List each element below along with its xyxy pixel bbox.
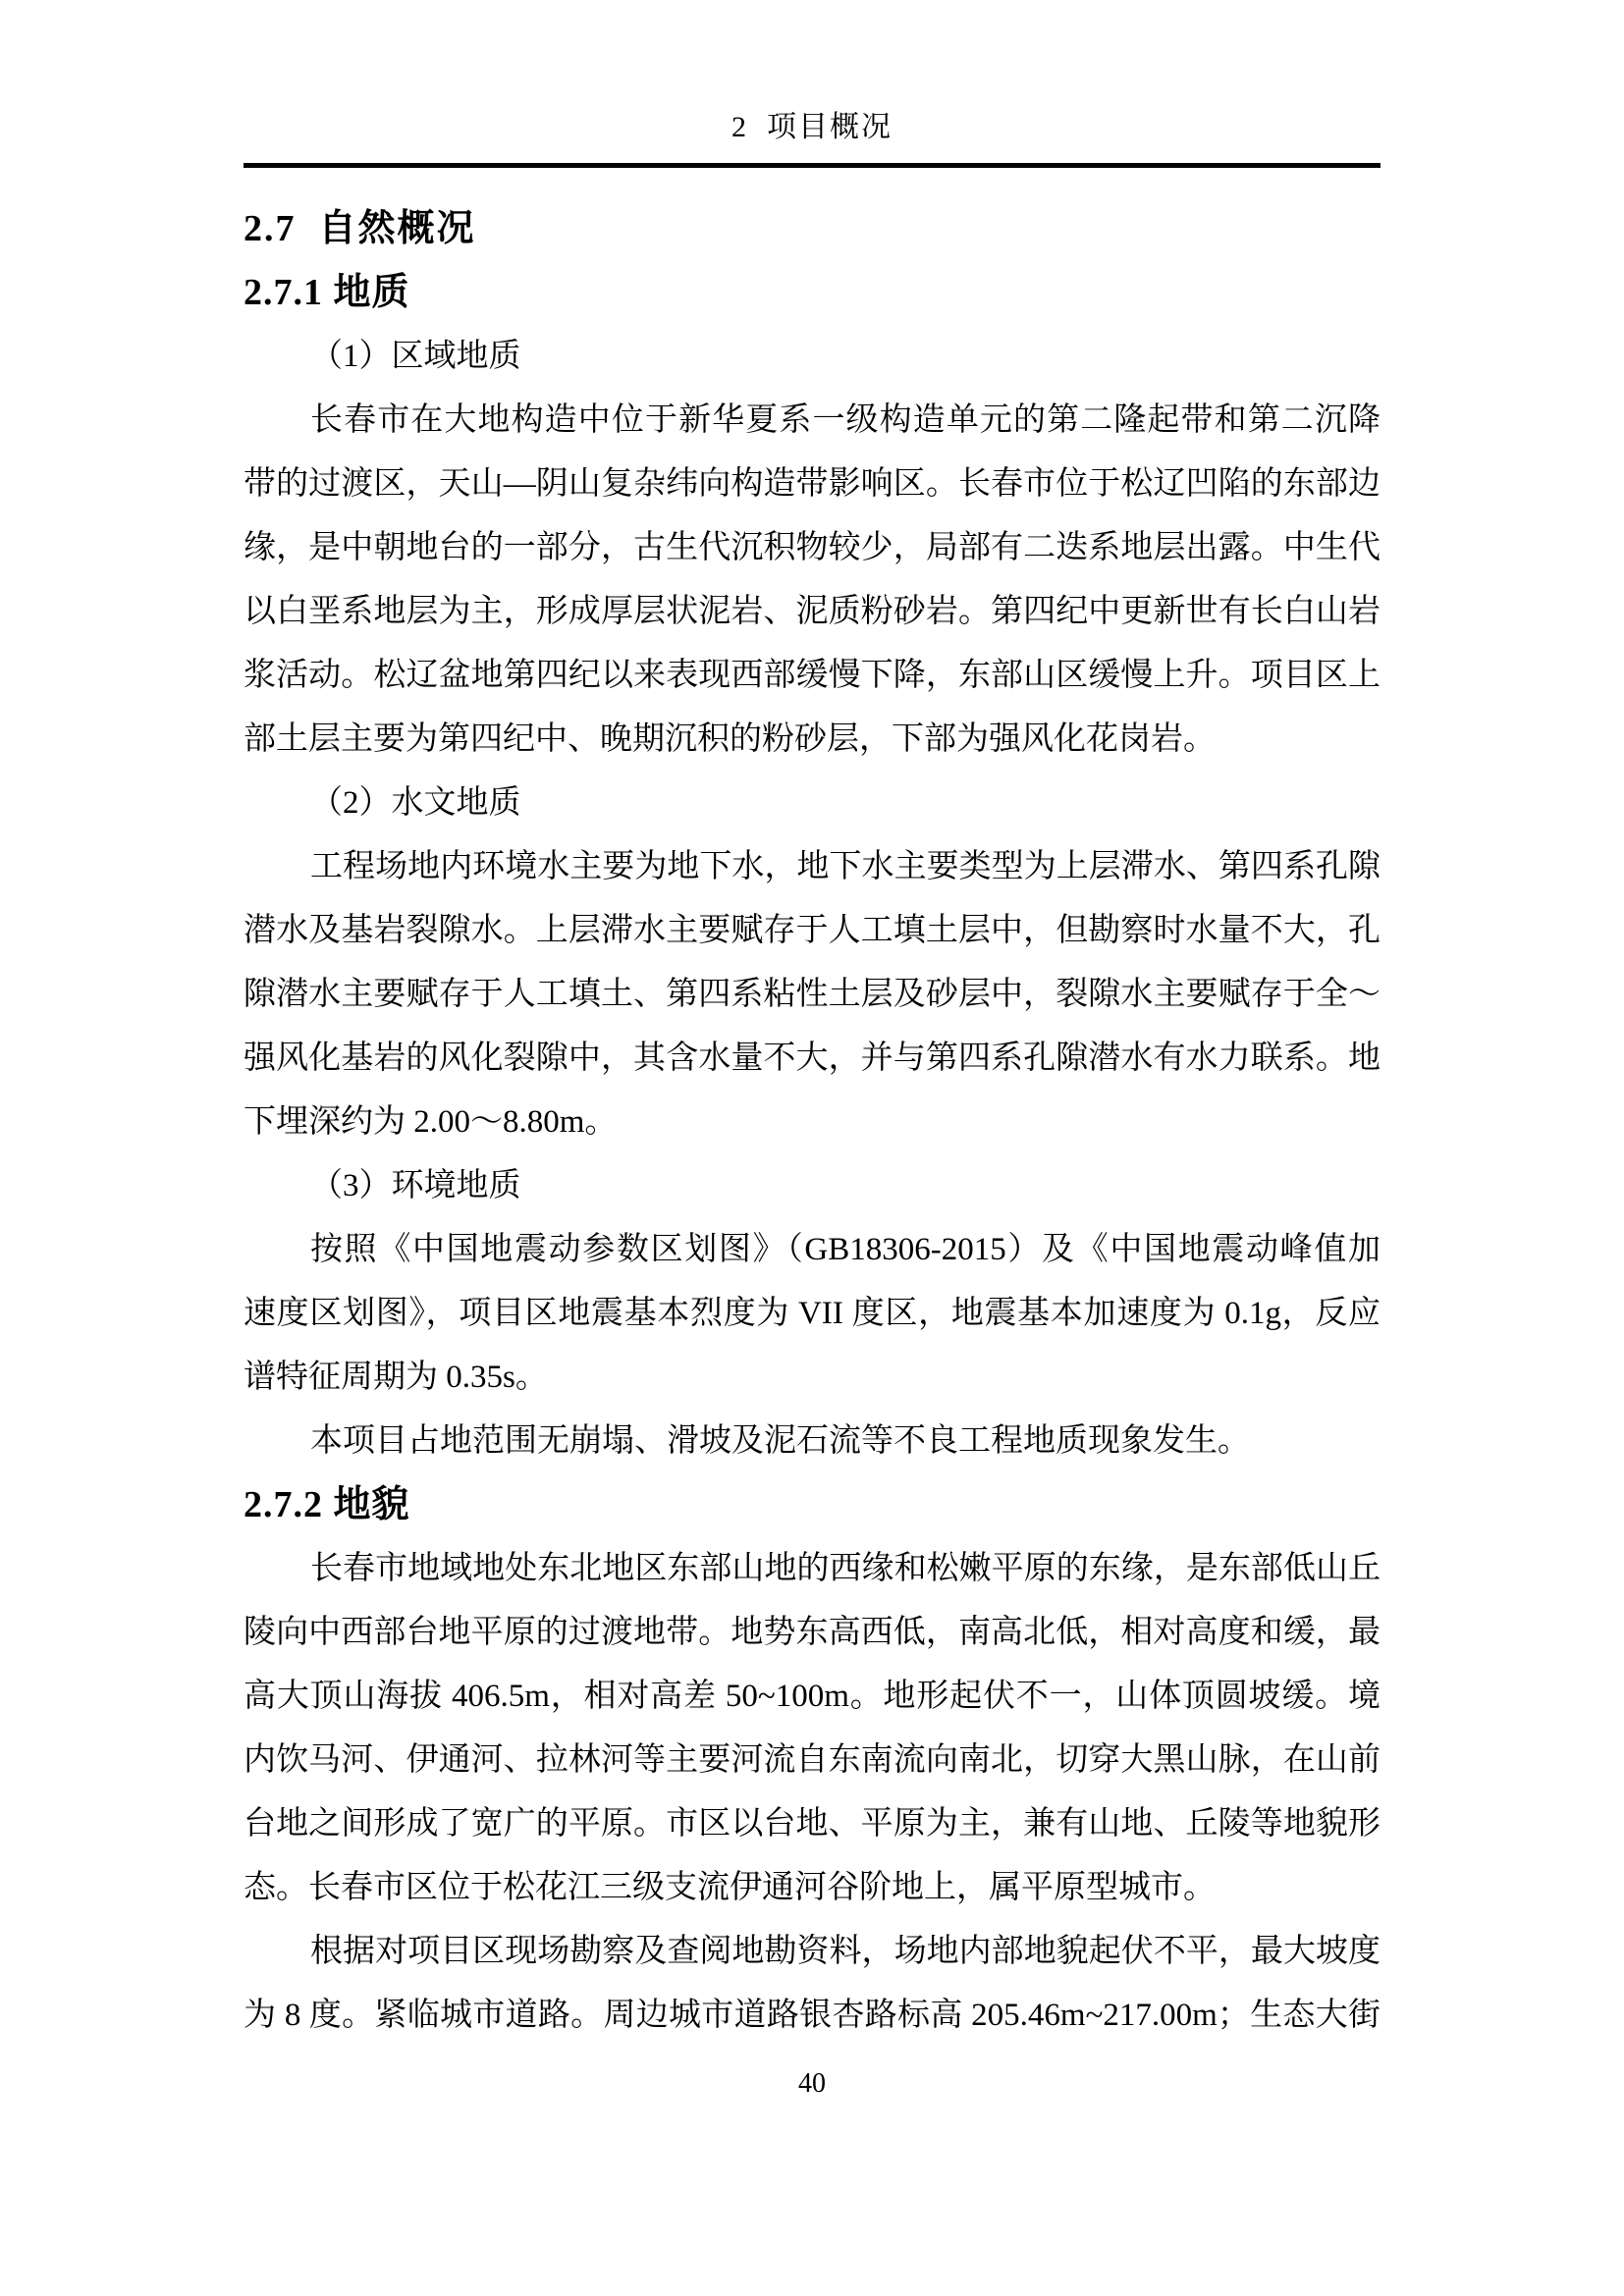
header-rule [244,163,1380,168]
paragraph-line: 部土层主要为第四纪中、晚期沉积的粉砂层，下部为强风化花岗岩。 [244,721,1216,757]
paragraph-line: 台地之间形成了宽广的平原。市区以台地、平原为主，兼有山地、丘陵等地貌形 [244,1806,1380,1842]
paragraph-line: 为 8 度。紧临城市道路。周边城市道路银杏路标高 205.46m~217.00m；生态大街 [244,1998,1380,2033]
paragraph-line: 长春市在大地构造中位于新华夏系一级构造单元的第二隆起带和第二沉降 [310,402,1380,438]
paragraph-line: 根据对项目区现场勘察及查阅地勘资料，场地内部地貌起伏不平，最大坡度 [310,1934,1380,1969]
paragraph-line: 谱特征周期为 0.35s。 [244,1360,548,1395]
paragraph-line: 隙潜水主要赋存于人工填土、第四系粘性土层及砂层中，裂隙水主要赋存于全～ [244,977,1380,1012]
paragraph-line: 按照《中国地震动参数区划图》（GB18306-2015）及《中国地震动峰值加 [310,1232,1380,1267]
paragraph-line: 陵向中西部台地平原的过渡地带。地势东高西低，南高北低，相对高度和缓，最 [244,1615,1380,1650]
paragraph-line: 浆活动。松辽盆地第四纪以来表现西部缓慢下降，东部山区缓慢上升。项目区上 [244,658,1380,693]
paragraph-line: 态。长春市区位于松花江三级支流伊通河谷阶地上，属平原型城市。 [244,1870,1216,1905]
paragraph-line: 本项目占地范围无崩塌、滑坡及泥石流等不良工程地质现象发生。 [310,1423,1250,1459]
paragraph-line: 内饮马河、伊通河、拉林河等主要河流自东南流向南北，切穿大黑山脉，在山前 [244,1742,1380,1778]
item-label-environmental-geology: （3）环境地质 [310,1168,521,1203]
paragraph-line: 缘，是中朝地台的一部分，古生代沉积物较少，局部有二迭系地层出露。中生代 [244,530,1380,565]
section-heading-2-7: 2.7 自然概况 [244,208,476,249]
item-label-hydrogeology: （2）水文地质 [310,785,521,821]
item-label-regional-geology: （1）区域地质 [310,339,521,374]
paragraph-line: 潜水及基岩裂隙水。上层滞水主要赋存于人工填土层中，但勘察时水量不大，孔 [244,913,1380,948]
page-number: 40 [798,2068,826,2099]
paragraph-line: 以白垩系地层为主，形成厚层状泥岩、泥质粉砂岩。第四纪中更新世有长白山岩 [244,594,1380,629]
paragraph-line: 工程场地内环境水主要为地下水，地下水主要类型为上层滞水、第四系孔隙 [310,849,1380,884]
paragraph-line: 强风化基岩的风化裂隙中，其含水量不大，并与第四系孔隙潜水有水力联系。地 [244,1041,1380,1076]
subsection-heading-2-7-2: 2.7.2 地貌 [244,1484,410,1525]
page-header-title: 2 项目概况 [731,111,893,143]
paragraph-line: 带的过渡区，天山—阴山复杂纬向构造带影响区。长春市位于松辽凹陷的东部边 [244,466,1380,502]
paragraph-line: 速度区划图》，项目区地震基本烈度为 VII 度区，地震基本加速度为 0.1g，反应 [244,1296,1380,1331]
paragraph-line: 高大顶山海拔 406.5m，相对高差 50~100m。地形起伏不一，山体顶圆坡缓。境 [244,1679,1380,1714]
paragraph-line: 下埋深约为 2.00～8.80m。 [244,1104,618,1140]
paragraph-line: 长春市地域地处东北地区东部山地的西缘和松嫩平原的东缘，是东部低山丘 [310,1551,1380,1586]
subsection-heading-2-7-1: 2.7.1 地质 [244,272,410,313]
